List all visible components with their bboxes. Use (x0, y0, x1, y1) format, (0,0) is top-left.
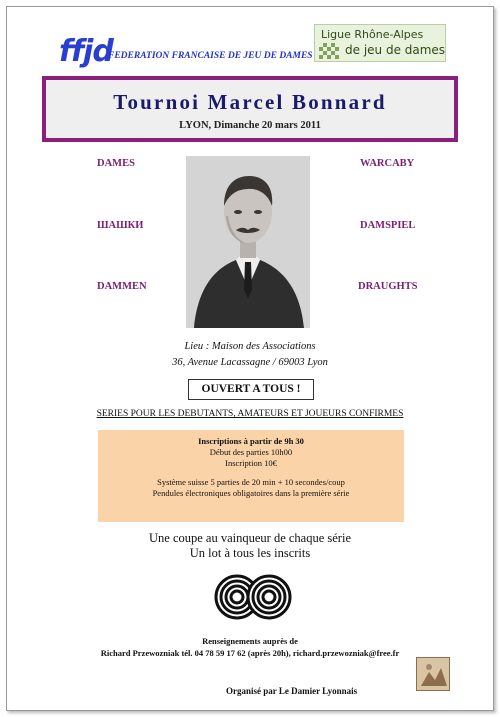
game-name-draughts: DRAUGHTS (358, 281, 418, 292)
organiser-line: Organisé par Le Damier Lyonnais (226, 686, 358, 696)
game-name-shashki: ШАШКИ (97, 220, 144, 231)
registration-time: Inscriptions à partir de 9h 30 (198, 436, 304, 446)
event-date: LYON, Dimanche 20 mars 2011 (179, 120, 321, 131)
schedule-info-box (98, 430, 404, 522)
tournament-title: Tournoi Marcel Bonnard (113, 90, 387, 114)
prizes-info (0, 531, 500, 561)
portrait-photo (186, 156, 310, 328)
series-line: SERIES POUR LES DEBUTANTS, AMATEURS ET JOUEURS CONFIRMES (96, 409, 404, 419)
ffjd-logo-text: ffjd (59, 34, 113, 69)
game-name-dammen: DAMMEN (97, 281, 147, 292)
portrait-illustration (186, 156, 310, 328)
club-emblem-image (416, 657, 450, 691)
contact-details: Richard Przewozniak tél. 04 78 59 17 62 (après 20h), richard.przewozniak@free.fr (100, 648, 400, 658)
venue-line-2: 36, Avenue Lacassagne / 69003 Lyon (172, 357, 328, 368)
ligue-logo-line1: Ligue Rhône-Alpes (321, 28, 424, 41)
club-emblem-icon (417, 658, 450, 691)
venue-info (0, 339, 500, 371)
contact-info (0, 635, 500, 659)
clock-requirement: Pendules électroniques obligatoires dans la première série (152, 488, 350, 498)
prize-line-2: Un lot à tous les inscrits (189, 546, 311, 560)
open-to-all-badge: OUVERT A TOUS ! (188, 379, 314, 400)
contact-heading: Renseignements auprès de (202, 636, 298, 646)
ligue-logo-line2: de jeu de dames (345, 43, 446, 57)
federation-name: FEDERATION FRANCAISE DE JEU DE DAMES (108, 51, 313, 61)
game-name-damspiel: DAMSPIEL (360, 220, 416, 231)
checkerboard-icon (319, 43, 339, 59)
info-spacer (98, 469, 404, 477)
title-banner (42, 76, 458, 142)
games-start-time: Début des parties 10h00 (209, 447, 293, 457)
draughts-pieces-icon (213, 571, 293, 621)
registration-fee: Inscription 10€ (225, 458, 277, 468)
tournament-system: Système suisse 5 parties de 20 min + 10 secondes/coup (157, 477, 345, 487)
game-name-dames: DAMES (97, 158, 135, 169)
draughts-pieces-logo (213, 571, 293, 621)
prize-line-1: Une coupe au vainqueur de chaque série (149, 531, 351, 545)
ligue-rhone-alpes-logo (314, 24, 446, 62)
game-name-warcaby: WARCABY (360, 158, 415, 169)
venue-line-1: Lieu : Maison des Associations (184, 341, 316, 352)
